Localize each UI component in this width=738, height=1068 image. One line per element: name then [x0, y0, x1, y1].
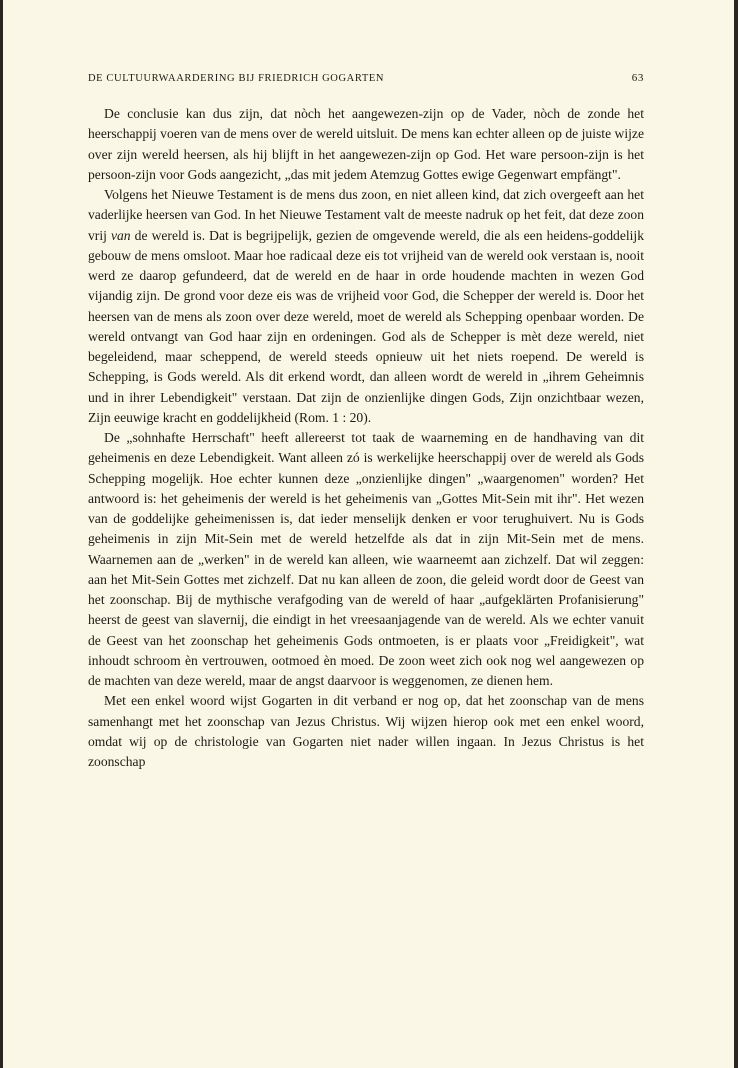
page-number: 63 [631, 72, 644, 84]
scan-edge-right [734, 0, 738, 1068]
paragraph-4: Met een enkel woord wijst Gogarten in dit verband er nog op, dat het zoonschap van de mens samenhangt met het zoonschap van Jezus Christus. Wij wijzen hierop ook met een enkel woord, omdat wij op de christologie van Gogarten niet nader willen ingaan. In Jezus Christus is het zoonschap [88, 693, 644, 769]
book-page [88, 72, 644, 772]
body-text [88, 104, 644, 772]
paragraph-2-part-1: Volgens het Nieuwe Testament is de mens dus zoon, en niet alleen kind, dat zich overgeeft aan het vaderlijke heersen van God. In het Nieuwe Testament valt de meeste nadruk op het feit, dat deze zoon vrij [88, 187, 644, 243]
paragraph-2-part-2: de wereld is. Dat is begrijpelijk, gezien de omgevende wereld, die als een heidens-goddelijk gebouw de mens omsloot. Maar hoe radicaal deze eis tot vrijheid van de wereld ook verstaan is, nooit werd ze daarop gefundeerd, dat de wereld en de haar in orde houdende machten in wezen God vijandig zijn. De grond voor deze eis was de vrijheid voor God, die Schepper der wereld is. Door het heersen van de mens als zoon over deze wereld, moet de wereld als Schepping openbaar worden. De wereld ontvangt van God haar zijn en ordeningen. God als de Schepper is mèt deze wereld, niet begeleidend, maar scheppend, de wereld steeds opnieuw uit het niets roepend. De wereld is Schepping, is Gods wereld. Als dit erkend wordt, dan alleen wordt de wereld in „ihrem Geheimnis und in ihrer Lebendigkeit" verstaan. Dat zijn de onzienlijke dingen Gods, Zijn onzichtbaar wezen, Zijn eeuwige kracht en goddelijkheid (Rom. 1 : 20). [88, 227, 644, 425]
running-title: DE CULTUURWAARDERING BIJ FRIEDRICH GOGARTEN [88, 73, 385, 84]
paragraph-1: De conclusie kan dus zijn, dat nòch het aangewezen-zijn op de Vader, nòch de zonde het heerschappij voeren van de mens over de wereld uitsluit. De mens kan echter alleen op de juiste wijze over zijn wereld heersen, als hij blijft in het aangewezen-zijn op God. Het ware persoon-zijn is het persoon-zijn voor Gods aangezicht, „das mit jedem Atemzug Gottes ewige Gegenwart empfängt". [88, 106, 644, 182]
paragraph-2 [88, 185, 644, 428]
scan-edge-left [0, 0, 3, 1068]
italic-emphasis: van [110, 227, 131, 243]
paragraph-3: De „sohnhafte Herrschaft" heeft allereerst tot taak de waarneming en de handhaving van dit geheimenis en deze Lebendigkeit. Want alleen zó is werkelijke heerschappij over de wereld als Gods Schepping mogelijk. Hoe echter kunnen deze „onzienlijke dingen" „waargenomen" worden? Het antwoord is: het geheimenis der wereld is het geheimenis van „Gottes Mit-Sein mit ihr". Het wezen van de goddelijke geheimenissen is, dat ieder menselijk denken er voor terughuivert. Nu is Gods geheimenis in zijn Mit-Sein met de wereld hetzelfde als dat in zijn Mit-Sein met de mens. Waarnemen aan de „werken" in de wereld kan alleen, wie waarneemt aan zichzelf. Dat wil zeggen: aan het Mit-Sein Gottes met zichzelf. Dat nu kan alleen de zoon, die geleid wordt door de Geest van het zoonschap. Bij de mythische verafgoding van de wereld of haar „aufgeklärten Profanisierung" heerst de geest van slavernij, die eindigt in het vreesaanjagende van de wereld. Als we echter vanuit de Geest van het zoonschap het geheimenis Gods ontmoeten, is er plaats voor „Freidigkeit", wat inhoudt schroom èn vertrouwen, ootmoed èn moed. De zoon weet zich ook nog wel aangewezen op de machten van deze wereld, maar de angst daarvoor is weggenomen, ze dienen hem. [88, 430, 644, 688]
running-head [88, 72, 644, 94]
